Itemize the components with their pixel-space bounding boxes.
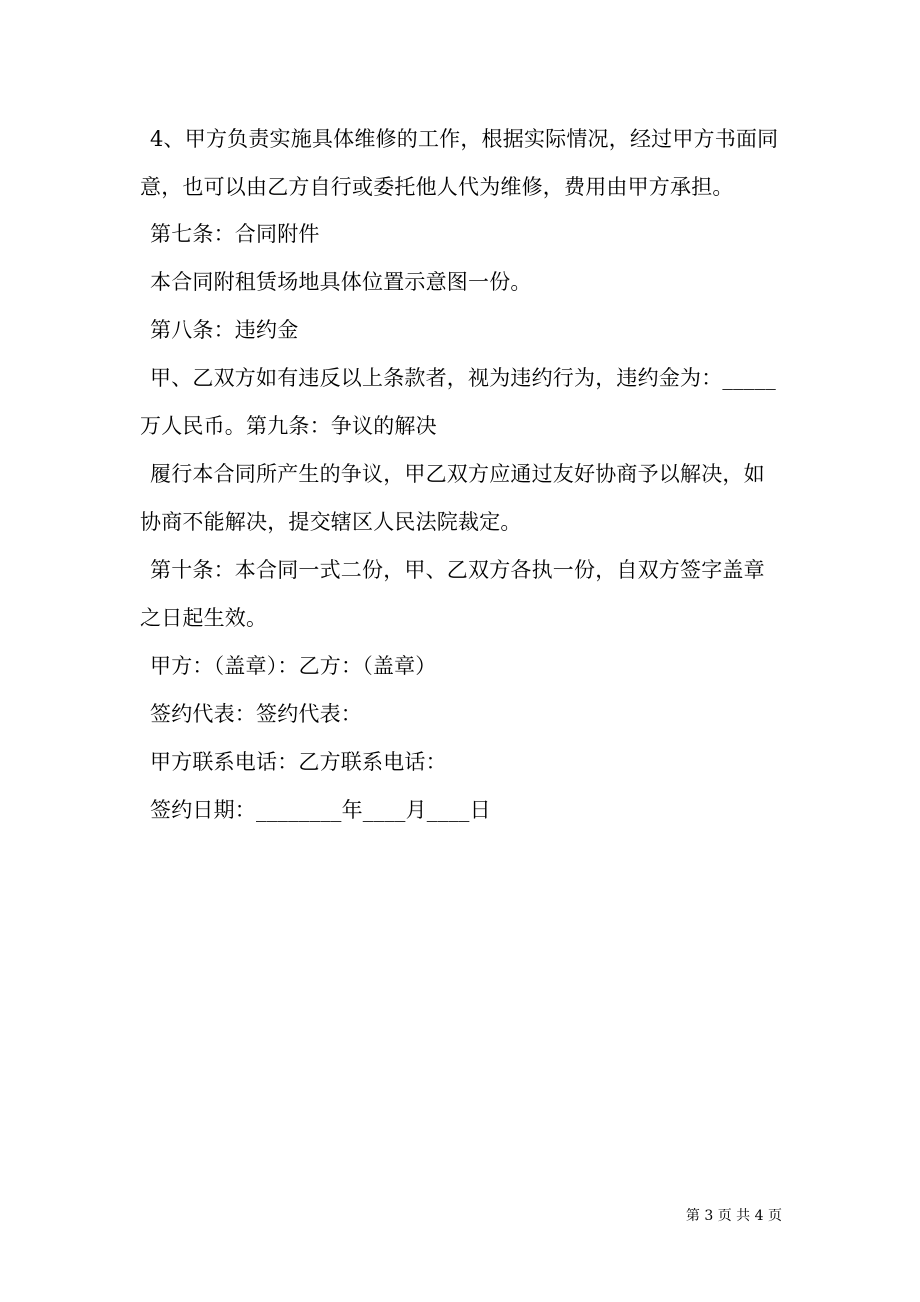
page-footer: 第 3 页 共 4 页 [685,1208,782,1224]
article-9-text-line-1: 履行本合同所产生的争议，甲乙双方应通过友好协商予以解决，如 [150,462,765,486]
paragraph-1-line-1: 4、甲方负责实施具体维修的工作，根据实际情况，经过甲方书面同 [150,127,779,151]
article-8-heading: 第八条：违约金 [150,318,299,342]
article-7-text: 本合同附租赁场地具体位置示意图一份。 [150,270,532,294]
article-10-text-line-2: 之日起生效。 [140,606,268,630]
article-8-text-line-1: 甲、乙双方如有违反以上条款者，视为违约行为，违约金为：_____ [150,366,776,390]
seal-line: 甲方：（盖章）：乙方：（盖章） [150,654,437,678]
article-8-text-line-2: 万人民币。第九条：争议的解决 [140,414,437,438]
article-7-heading: 第七条：合同附件 [150,222,320,246]
article-9-text-line-2: 协商不能解决，提交辖区人民法院裁定。 [140,510,522,534]
phone-line: 甲方联系电话：乙方联系电话： [150,750,447,774]
representative-line: 签约代表：签约代表： [150,702,362,726]
paragraph-1-line-2: 意，也可以由乙方自行或委托他人代为维修，费用由甲方承担。 [140,175,734,199]
signing-date-line: 签约日期：________年____月____日 [150,798,491,822]
article-10-text-line-1: 第十条：本合同一式二份，甲、乙双方各执一份，自双方签字盖章 [150,558,765,582]
